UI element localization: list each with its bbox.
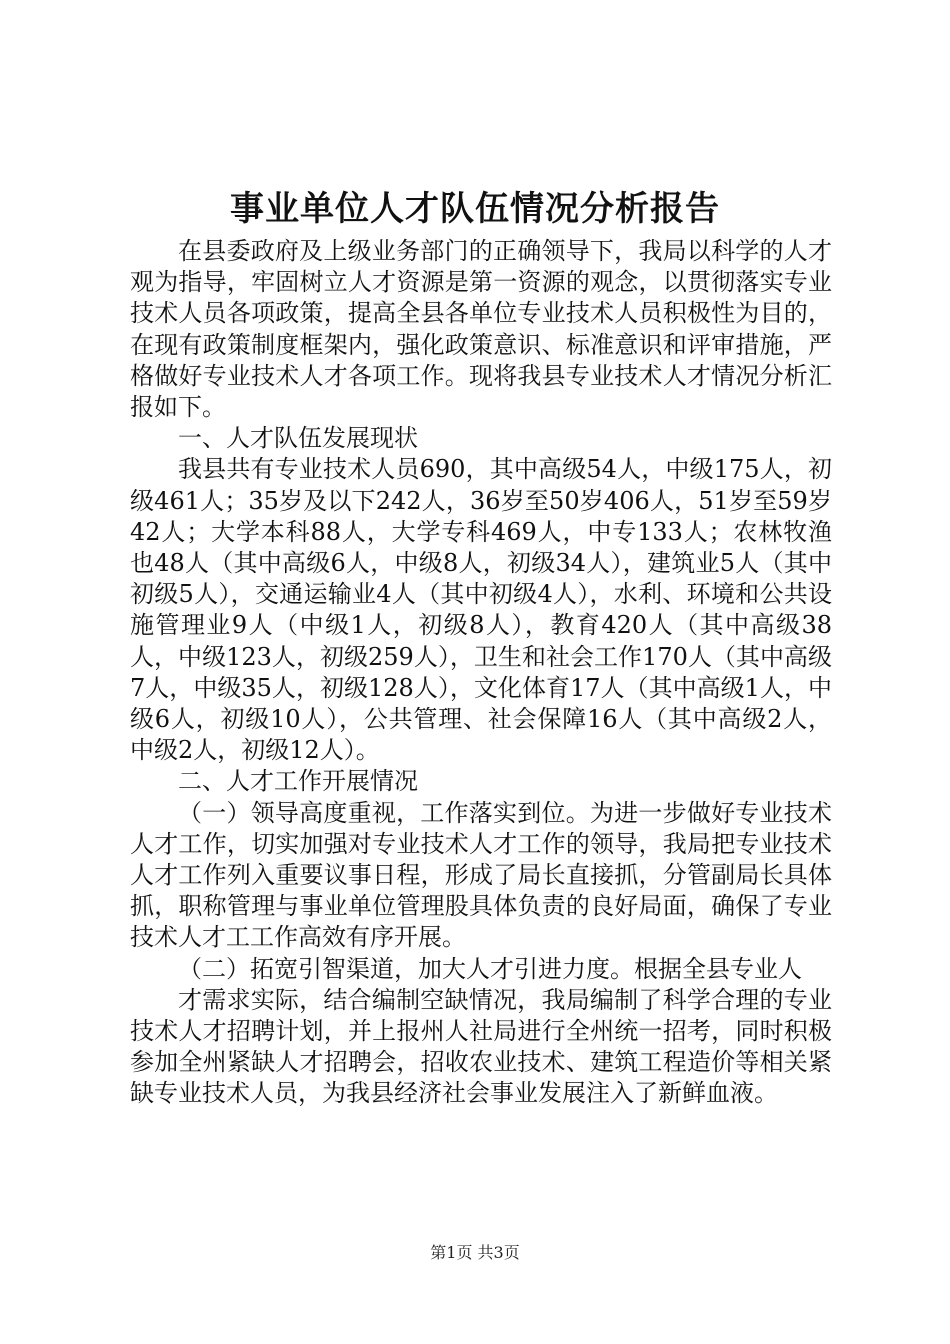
page-footer: 第1页 共3页 xyxy=(430,1243,520,1262)
subsection-1-paragraph: （一）领导高度重视，工作落实到位。为进一步做好专业技术人才工作，切实加强对专业技术人才工作的领导，我局把专业技术人才工作列入重要议事日程，形成了局长直接抓，分管副局长具体抓，职称管理与事业单位管理股具体负责的良好局面，确保了专业技术人才工工作高效有序开展。 xyxy=(130,798,832,952)
document-title: 事业单位人才队伍情况分析报告 xyxy=(230,189,720,229)
document-body xyxy=(130,236,832,1110)
intro-paragraph: 在县委政府及上级业务部门的正确领导下，我局以科学的人才观为指导，牢固树立人才资源是第一资源的观念，以贯彻落实专业技术人员各项政策，提高全县各单位专业技术人员积极性为目的，在现有政策制度框架内，强化政策意识、标准意识和评审措施，严格做好专业技术人才各项工作。现将我县专业技术人才情况分析汇报如下。 xyxy=(130,237,832,422)
subsection-2-paragraph: 才需求实际，结合编制空缺情况，我局编制了科学合理的专业技术人才招聘计划，并上报州人社局进行全州统一招考，同时积极参加全州紧缺人才招聘会，招收农业技术、建筑工程造价等相关紧缺专业技术人员，为我县经济社会事业发展注入了新鲜血液。 xyxy=(130,985,832,1108)
subsection-2-heading-paragraph: （二）拓宽引智渠道，加大人才引进力度。根据全县专业人 xyxy=(178,954,802,983)
statistics-paragraph: 我县共有专业技术人员690，其中高级54人，中级175人，初级461人；35岁及以下242人，36岁至50岁406人，51岁至59岁42人；大学本科88人，大学专科469人，中专133人；农林牧渔也48人（其中高级6人，中级8人，初级34人），建筑业5人（其中初级5人），交通运输业4人（其中初级4人），水利、环境和公共设施管理业9人（中级1人，初级8人），教育420人（其中高级38人，中级123人，初级259人），卫生和社会工作170人（其中高级7人，中级35人，初级128人），文化体育17人（其中高级1人，中级6人，初级10人），公共管理、社会保障16人（其中高级2人，中级2人，初级12人）。 xyxy=(130,455,832,765)
section-heading-1: 一、人才队伍发展现状 xyxy=(178,424,418,453)
section-heading-2: 二、人才工作开展情况 xyxy=(178,767,418,796)
